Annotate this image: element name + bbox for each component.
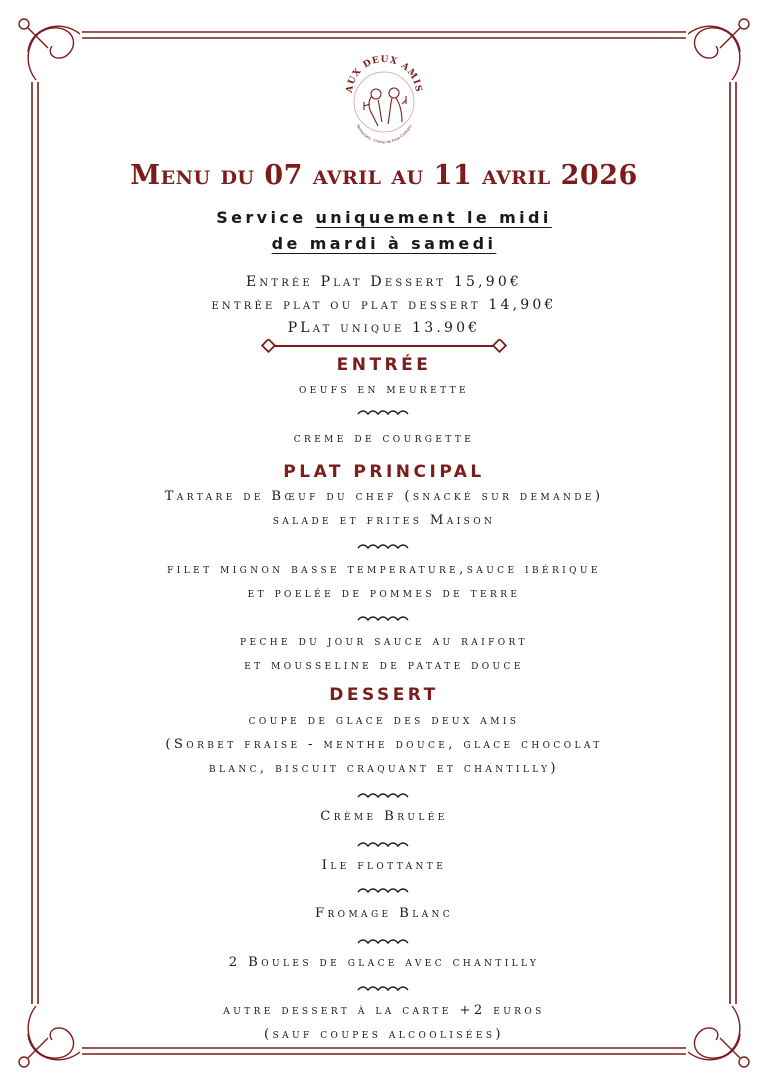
section-title-dessert: DESSERT: [329, 685, 439, 705]
plat-item-2-line-2: et poelée de pommes de terre: [247, 586, 521, 601]
dessert-item-1-line-2: (Sorbet fraise - menthe douce, glace chocolat: [165, 737, 603, 752]
squiggle-divider: [356, 982, 412, 994]
section-title-entree: ENTRÉE: [336, 355, 432, 375]
squiggle-divider: [356, 540, 412, 552]
service-days: de mardi à samedi: [271, 234, 497, 253]
squiggle-divider: [356, 884, 412, 896]
price-formula-3: PLat unique 13.90€: [287, 320, 481, 336]
squiggle-divider: [356, 789, 412, 801]
dessert-item-6-line-1: autre dessert à la carte +2 euros: [223, 1003, 545, 1018]
menu-title: Menu du 07 avril au 11 avril 2026: [130, 160, 638, 191]
dessert-item-4: Fromage Blanc: [314, 906, 454, 921]
dessert-item-2: Crème Brulée: [320, 809, 448, 824]
logo-subtitle: Restaurant · Champ de Foire Corbigny: [355, 124, 413, 145]
service-line-1: [0, 208, 768, 227]
dessert-item-6-line-2: (sauf coupes alcoolisées): [264, 1027, 504, 1042]
svg-text:AUX DEUX AMIS: [345, 55, 423, 95]
squiggle-divider: [356, 838, 412, 850]
squiggle-divider: [356, 935, 412, 947]
section-title-plat: PLAT PRINCIPAL: [283, 462, 485, 482]
dessert-item-5: 2 Boules de glace avec chantilly: [228, 955, 540, 970]
squiggle-divider: [356, 406, 412, 418]
plat-item-2-line-1: filet mignon basse temperature,sauce ibérique: [167, 562, 601, 577]
logo-name: AUX DEUX AMIS: [344, 54, 424, 94]
entree-item-2: creme de courgette: [293, 431, 475, 446]
dessert-item-1-line-1: coupe de glace des deux amis: [248, 713, 520, 728]
plat-item-1-line-2: salade et frites Maison: [272, 513, 496, 528]
plat-item-1-line-1: Tartare de Bœuf du chef (snacké sur demande): [164, 489, 604, 504]
dessert-item-1-line-3: blanc, biscuit craquant et chantilly): [209, 761, 559, 776]
plat-item-3-line-1: peche du jour sauce au raifort: [240, 634, 528, 649]
svg-text:Restaurant · Champ de Foire Co: [356, 123, 413, 144]
two-friends-icon: [364, 88, 406, 126]
squiggle-divider: [356, 612, 412, 624]
service-prefix: Service: [216, 208, 316, 227]
service-underlined: uniquement le midi: [315, 208, 552, 227]
dessert-item-3: Ile flottante: [321, 858, 447, 873]
price-formula-1: Entrée Plat Dessert 15,90€: [245, 274, 523, 290]
service-line-2: [0, 234, 768, 253]
price-formula-2: entrée plat ou plat dessert 14,90€: [211, 297, 557, 313]
plat-item-3-line-2: et mousseline de patate douce: [244, 658, 524, 673]
entree-item-1: oeufs en meurette: [298, 382, 470, 397]
divider-ornament: [258, 339, 510, 353]
restaurant-logo: [334, 48, 434, 148]
